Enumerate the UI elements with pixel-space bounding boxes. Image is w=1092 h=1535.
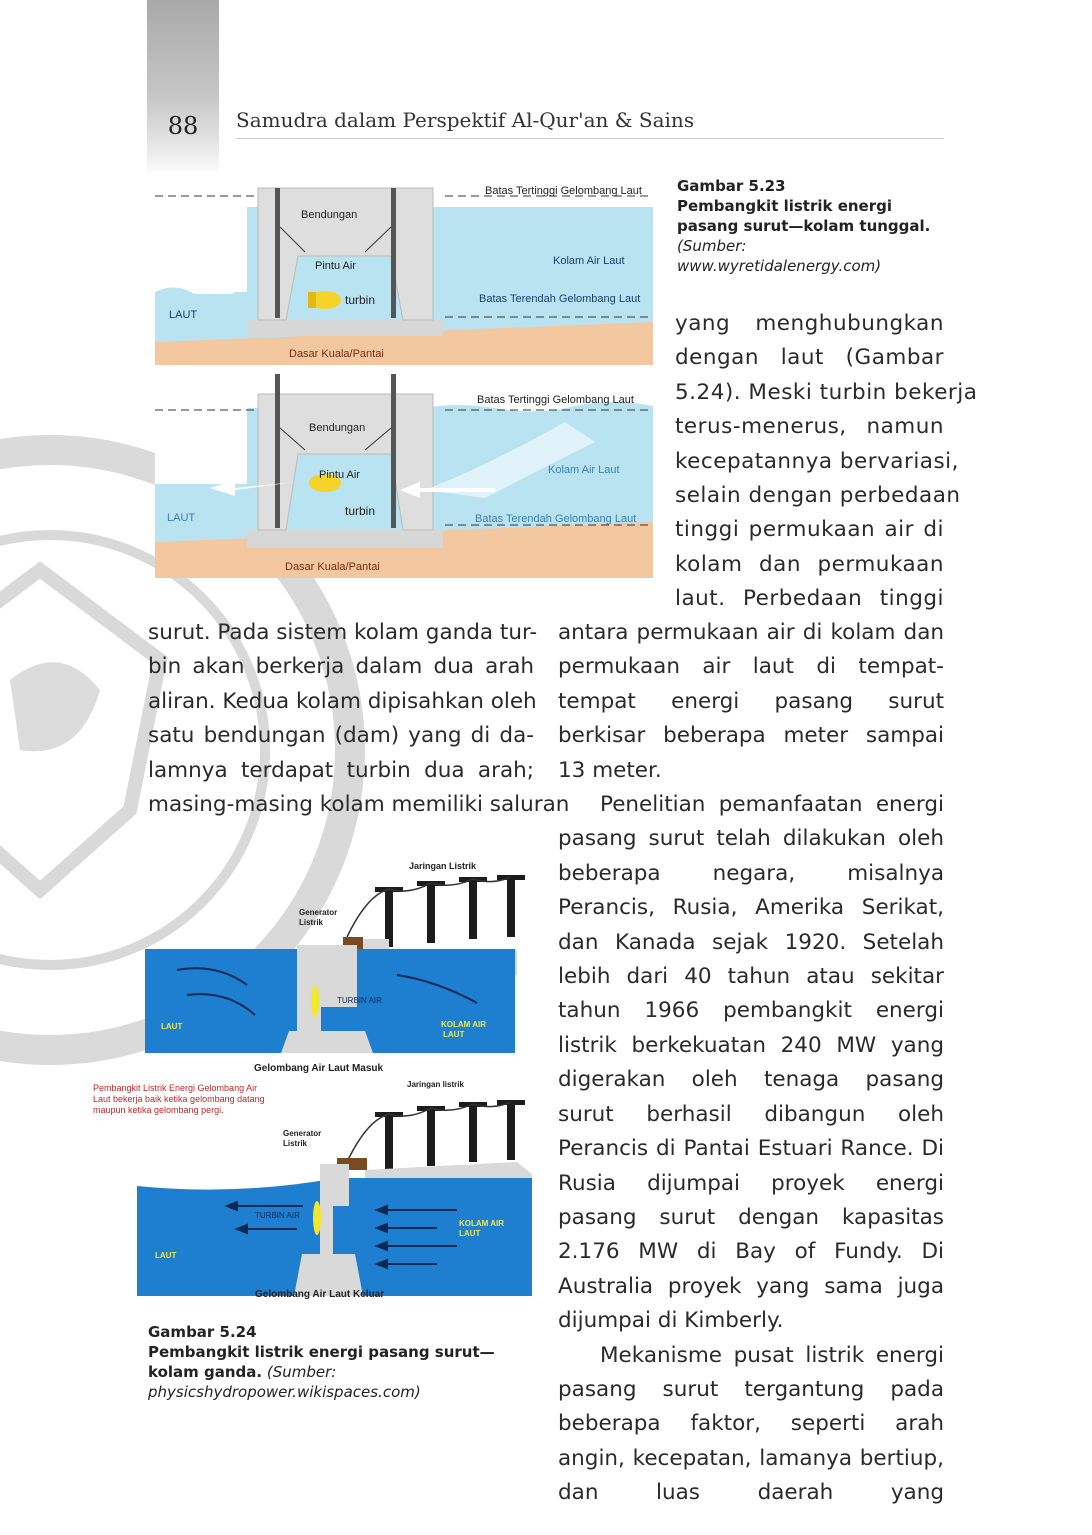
page-number: 88 [167, 112, 199, 140]
fig524-top-sea: LAUT [161, 1022, 183, 1031]
wrap-line: dengan laut (Gambar [675, 345, 944, 371]
fig523-top-gate: Pintu Air [315, 260, 356, 272]
fig523-top-low-tide: Batas Terendah Gelombang Laut [479, 293, 641, 305]
fig523-bottom-panel [155, 372, 653, 578]
left-line: lamnya terdapat turbin dua arah; [148, 757, 534, 783]
paragraph-research: Penelitian pemanfaatan energi pasang surut telah dilakukan oleh beberapa negara, misalnya Perancis, Rusia, Amerika Serikat, dan Kanada sejak 1920. Setelah lebih dari 40 tahun atau sekitar tahun 1966 pembangkit energi listrik berkekuatan 240 MW yang digerakan oleh tenaga pasang surut berhasil dibangun oleh Perancis di Pantai Estuari Rance. Di Rusia dijumpai proyek energi pasang surut dengan kapasitas 2.176 MW di Bay of Fundy. Di Australia proyek yang sama juga dijumpai di Kimberly. [558, 792, 944, 1334]
paragraph-height-difference: antara permukaan air di kolam dan permukaan air laut di tempat-tempat energi pasang surut berkisar beberapa meter sampai 13 meter. [558, 620, 944, 783]
fig523-caption-source: (Sumber: www.wyretidalenergy.com) [677, 237, 882, 275]
fig523-bottom-dam: Bendungan [309, 422, 366, 434]
wrap-line: selain dengan perbedaan [675, 483, 961, 509]
right-column-text [558, 616, 944, 1511]
fig524-note-line-2: Laut bekerja baik ketika gelombang datang [93, 1094, 265, 1104]
fig523-bottom-sea: LAUT [167, 512, 196, 524]
fig524-top-pool-2: LAUT [443, 1030, 465, 1039]
figure-5-23-caption [677, 176, 947, 276]
left-column-text [148, 616, 570, 822]
fig524-caption-source: (Sumber: physicshydropower.wikispaces.com) [148, 1363, 421, 1401]
left-line: bin akan berkerja dalam dua arah [148, 654, 534, 680]
fig523-bottom-low-tide: Batas Terendah Gelombang Laut [475, 513, 637, 525]
page-tab [147, 0, 219, 175]
fig523-caption-title: Pembangkit listrik energi pasang surut—kolam tunggal. [677, 197, 931, 235]
fig523-caption-label: Gambar 5.23 [677, 177, 786, 195]
fig524-caption-label: Gambar 5.24 [148, 1323, 257, 1341]
left-line: surut. Pada sistem kolam ganda tur- [148, 620, 538, 645]
left-line: masing-masing kolam memiliki saluran [148, 792, 570, 818]
fig523-top-panel [155, 172, 653, 365]
figure-5-24-caption [148, 1322, 538, 1402]
fig524-note-line-1: Pembangkit Listrik Energi Gelombang Air [93, 1083, 258, 1093]
fig524-bottom-grid: Jaringan listrik [407, 1080, 464, 1089]
fig523-top-bed: Dasar Kuala/Pantai [289, 348, 384, 360]
paragraph-mechanism: Mekanisme pusat listrik energi pasang surut tergantung pada beberapa faktor, seperti arah angin, kecepatan, lamanya bertiup, dan luas daerah yang [558, 1342, 944, 1506]
fig524-bottom-caption: Gelombang Air Laut Keluar [255, 1289, 385, 1300]
header-rule [236, 138, 944, 139]
left-line: satu bendungan (dam) yang di da- [148, 723, 534, 749]
wrap-line: tinggi permukaan air di [675, 517, 944, 543]
fig524-top-generator-2: Listrik [299, 918, 324, 927]
left-line: aliran. Kedua kolam dipisahkan oleh [148, 688, 537, 714]
fig523-bottom-gate: Pintu Air [319, 469, 360, 481]
running-title: Samudra dalam Perspektif Al-Qur'an & Sains [236, 108, 695, 132]
fig523-bottom-turbine: turbin [345, 504, 376, 518]
fig524-bottom-sea: LAUT [155, 1251, 177, 1260]
fig523-top-pool: Kolam Air Laut [553, 255, 625, 267]
fig523-bottom-bed: Dasar Kuala/Pantai [285, 561, 380, 573]
right-column-wrap-text [675, 307, 978, 617]
wrap-line: kolam dan permukaan [675, 551, 944, 577]
fig524-bottom-pool-2: LAUT [459, 1229, 481, 1238]
fig524-top-grid: Jaringan Listrik [409, 861, 477, 871]
figure-5-24-double-pool-diagram [93, 855, 537, 1305]
fig524-top-generator-1: Generator [299, 908, 338, 917]
fig524-caption-title: Pembangkit listrik energi pasang surut—kolam ganda. [148, 1343, 495, 1381]
fig524-top-pool-1: KOLAM AIR [441, 1020, 487, 1029]
figure-5-23-single-pool-diagram [155, 172, 653, 578]
fig524-note-line-3: maupun ketika gelombang pergi. [93, 1105, 224, 1115]
fig524-bottom-generator-1: Generator [283, 1129, 322, 1138]
wrap-line: 5.24). Meski turbin bekerja [675, 379, 978, 405]
wrap-line: laut. Perbedaan tinggi [675, 586, 944, 612]
fig523-top-high-tide: Batas Tertinggi Gelombang Laut [485, 185, 642, 197]
fig524-top-caption: Gelombang Air Laut Masuk [254, 1063, 384, 1074]
fig524-bottom-turbine: TURBIN AIR [255, 1211, 300, 1220]
fig524-top-panel [145, 861, 525, 1074]
fig523-bottom-pool: Kolam Air Laut [548, 464, 620, 476]
fig523-top-sea: LAUT [169, 309, 198, 321]
fig523-top-turbine: turbin [345, 293, 376, 307]
fig523-bottom-high-tide: Batas Tertinggi Gelombang Laut [477, 394, 634, 406]
fig523-top-dam: Bendungan [301, 209, 358, 221]
fig524-top-turbine: TURBIN AIR [337, 996, 382, 1005]
fig524-bottom-generator-2: Listrik [283, 1139, 308, 1148]
wrap-line: kecepatannya bervariasi, [675, 448, 959, 474]
wrap-line: yang menghubungkan [675, 311, 944, 336]
fig524-bottom-pool-1: KOLAM AIR [459, 1219, 505, 1228]
wrap-line: terus-menerus, namun [675, 414, 944, 440]
